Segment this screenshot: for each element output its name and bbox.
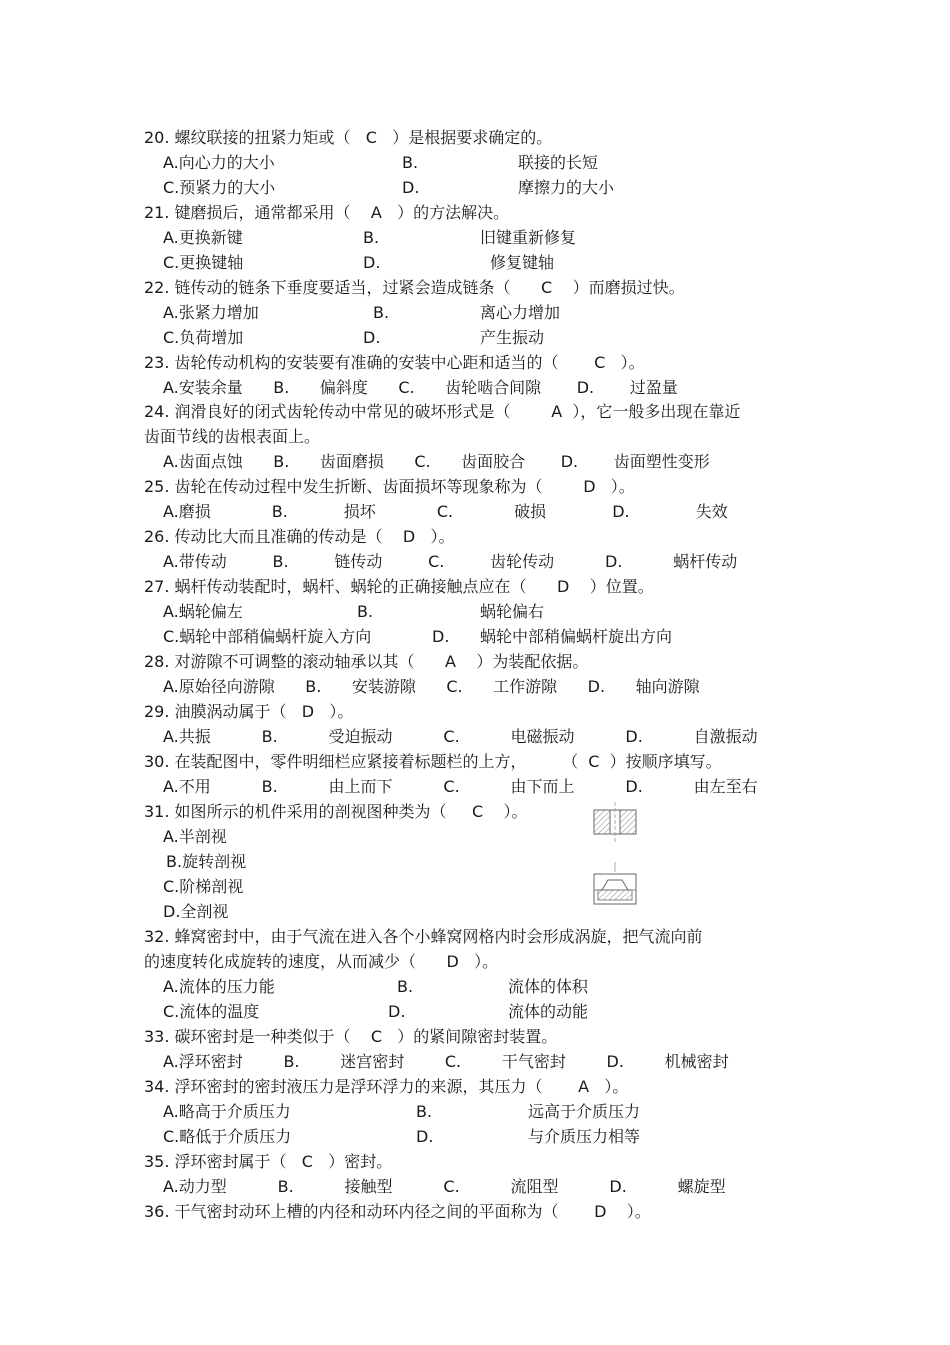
text-line-q32d: D. [388, 1002, 406, 1021]
text-line-q35: 35. 浮环密封属于（ C ）密封。 [144, 1152, 393, 1171]
section-view-top-figure [590, 802, 642, 844]
text-line-q34c: C.略低于介质压力 [163, 1127, 292, 1146]
text-line-q21c: C.更换键轴 [163, 253, 244, 272]
text-line-q34b2: 远高于介质压力 [528, 1102, 641, 1121]
text-line-q34: 34. 浮环密封的密封液压力是浮环浮力的来源，其压力（ A ）。 [144, 1077, 629, 1096]
text-line-q21d2: 修复键轴 [490, 253, 555, 272]
text-line-q31d: D.全剖视 [163, 902, 229, 921]
text-line-q32a: A.流体的压力能 [163, 977, 275, 996]
text-line-q28o: A.原始径向游隙 B. 安装游隙 C. 工作游隙 D. 轴向游隙 [163, 677, 700, 696]
text-line-q33: 33. 碳环密封是一种类似于（ C ）的紧间隙密封装置。 [144, 1027, 558, 1046]
text-line-q32b2: 流体的体积 [508, 977, 589, 996]
text-line-q34b: B. [416, 1102, 433, 1121]
text-line-q24o: A.齿面点蚀 B. 齿面磨损 C. 齿面胶合 D. 齿面塑性变形 [163, 452, 710, 471]
text-line-q27b: B. [357, 602, 374, 621]
text-line-q20d: D. [402, 178, 420, 197]
text-line-q21a: A.更换新键 [163, 228, 243, 247]
text-line-q22b: B. [373, 303, 390, 322]
text-line-q20b2: 联接的长短 [518, 153, 599, 172]
text-line-q20: 20. 螺纹联接的扭紧力矩或（ C ）是根据要求确定的。 [144, 128, 553, 147]
text-line-q30: 30. 在装配图中，零件明细栏应紧接着标题栏的上方， （ C ）按顺序填写。 [144, 752, 722, 771]
text-line-q25o: A.磨损 B. 损坏 C. 破损 D. 失效 [163, 502, 728, 521]
text-line-q21b2: 旧键重新修复 [480, 228, 577, 247]
text-line-q32b: B. [397, 977, 414, 996]
text-line-q22: 22. 链传动的链条下垂度要适当，过紧会造成链条（ C ）而磨损过快。 [144, 278, 685, 297]
text-line-q20b: B. [402, 153, 419, 172]
text-line-q22b2: 离心力增加 [480, 303, 561, 322]
text-line-q29o: A.共振 B. 受迫振动 C. 电磁振动 D. 自激振动 [163, 727, 758, 746]
text-line-q21: 21. 键磨损后，通常都采用（ A ）的方法解决。 [144, 203, 510, 222]
text-line-q22d2: 产生振动 [480, 328, 545, 347]
text-line-q24: 24. 润滑良好的闭式齿轮传动中常见的破坏形式是（ A ），它一般多出现在靠近 [144, 402, 741, 421]
text-line-q32x: 的速度转化成旋转的速度，从而减少（ D ）。 [144, 952, 499, 971]
text-line-q29: 29. 油膜涡动属于（ D ）。 [144, 702, 354, 721]
text-line-q21b: B. [363, 228, 380, 247]
text-line-q34d: D. [416, 1127, 434, 1146]
text-line-q32c: C.流体的温度 [163, 1002, 260, 1021]
text-line-q30o: A.不用 B. 由上而下 C. 由下而上 D. 由左至右 [163, 777, 758, 796]
text-line-q26o: A.带传动 B. 链传动 C. 齿轮传动 D. 蜗杆传动 [163, 552, 738, 571]
text-line-q31c: C.阶梯剖视 [163, 877, 244, 896]
text-line-q27d2: 蜗轮中部稍偏蜗杆旋出方向 [480, 627, 673, 646]
section-view-front-figure [590, 862, 642, 908]
text-line-q31a: A.半剖视 [163, 827, 227, 846]
text-line-q32: 32. 蜂窝密封中，由于气流在进入各个小蜂窝网格内时会形成涡旋，把气流向前 [144, 927, 703, 946]
text-line-q27d: D. [432, 627, 450, 646]
text-line-q25: 25. 齿轮在传动过程中发生折断、齿面损坏等现象称为（ D ）。 [144, 477, 635, 496]
text-line-q21d: D. [363, 253, 381, 272]
text-line-q22c: C.负荷增加 [163, 328, 244, 347]
text-line-q20a: A.向心力的大小 [163, 153, 275, 172]
text-line-q26: 26. 传动比大而且准确的传动是（ D ）。 [144, 527, 455, 546]
text-line-q22d: D. [363, 328, 381, 347]
text-line-q36: 36. 干气密封动环上槽的内径和动环内径之间的平面称为（ D ）。 [144, 1202, 651, 1221]
text-line-q34a: A.略高于介质压力 [163, 1102, 291, 1121]
text-line-q32d2: 流体的动能 [508, 1002, 589, 1021]
text-line-q27b2: 蜗轮偏右 [480, 602, 545, 621]
text-line-q23o: A.安装余量 B. 偏斜度 C. 齿轮啮合间隙 D. 过盈量 [163, 378, 678, 397]
text-line-q27c: C.蜗轮中部稍偏蜗杆旋入方向 [163, 627, 372, 646]
text-line-q31b: B.旋转剖视 [166, 852, 247, 871]
text-line-q33o: A.浮环密封 B. 迷宫密封 C. 干气密封 D. 机械密封 [163, 1052, 729, 1071]
text-line-q34d2: 与介质压力相等 [528, 1127, 641, 1146]
text-line-q28: 28. 对游隙不可调整的滚动轴承以其（ A ）为装配依据。 [144, 652, 589, 671]
text-line-q35o: A.动力型 B. 接触型 C. 流阻型 D. 螺旋型 [163, 1177, 726, 1196]
text-line-q27: 27. 蜗杆传动装配时，蜗杆、蜗轮的正确接触点应在（ D ）位置。 [144, 577, 654, 596]
text-line-q22a: A.张紧力增加 [163, 303, 259, 322]
text-line-q23: 23. 齿轮传动机构的安装要有准确的安装中心距和适当的（ C ）。 [144, 353, 645, 372]
text-line-q20d2: 摩擦力的大小 [518, 178, 615, 197]
text-line-q31: 31. 如图所示的机件采用的剖视图种类为（ C ）。 [144, 802, 528, 821]
text-line-q24x: 齿面节线的齿根表面上。 [144, 427, 321, 446]
text-line-q20c: C.预紧力的大小 [163, 178, 276, 197]
text-line-q27a: A.蜗轮偏左 [163, 602, 243, 621]
